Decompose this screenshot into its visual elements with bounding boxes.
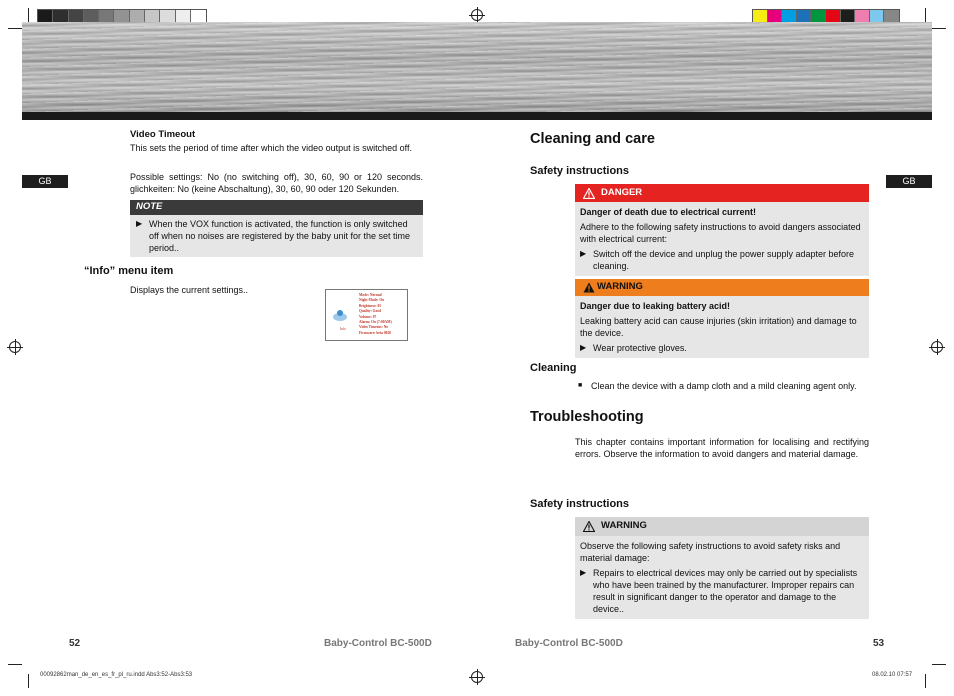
info-menu-title: “Info” menu item (84, 265, 174, 277)
troubleshooting-text: This chapter contains important information for localising and rectifying errors. Observe the information to avoid dangers and material damage. (575, 437, 869, 459)
warning-bullet (580, 342, 864, 354)
info-screen-line: Night Mode: On (359, 298, 385, 303)
warning-label: WARNING (601, 520, 647, 532)
info-screen-image (325, 289, 408, 341)
bullet-arrow-icon: ▶ (580, 249, 587, 258)
note-label: NOTE (130, 200, 423, 215)
crop-mark (28, 8, 29, 22)
crop-mark (8, 664, 22, 665)
registration-mark-icon (9, 341, 21, 353)
info-screen-label: Info (340, 327, 346, 331)
warning-text: Observe the following safety instructions to avoid safety risks and material damage: (580, 541, 841, 563)
warning-bullet-text: Repairs to electrical devices may only be carried out by specialists who have been trained by the manufacturer. Improper repairs can result in significant danger to the operator and damage to the device.. (593, 568, 858, 614)
danger-text: Adhere to the following safety instructions to avoid dangers associated with electrical current: (580, 222, 861, 244)
bullet-arrow-icon: ▶ (580, 568, 587, 577)
registration-mark-icon (471, 671, 483, 683)
info-menu-text: Displays the current settings.. (130, 285, 249, 295)
warning-triangle-icon (583, 188, 595, 199)
language-tab-right: GB (886, 175, 932, 188)
info-screen-line: Alarm: On (7:00AM) (359, 320, 392, 325)
warning-box-repairs (575, 517, 869, 619)
warning-body (575, 296, 869, 358)
info-screen-line: Quality: Good (359, 309, 382, 314)
right-footer-title: Baby-Control BC-500D (515, 638, 623, 649)
info-screen-line: Video Timeout: No (359, 325, 389, 330)
warning-bullet (580, 567, 864, 615)
right-page-number: 53 (873, 638, 885, 649)
warning-bullet-text: Wear protective gloves. (593, 343, 687, 353)
info-screen-line: Firmware: beta 0020 (359, 330, 392, 335)
crop-mark (925, 8, 926, 22)
bullet-arrow-icon: ▶ (136, 219, 143, 228)
warning-lead: Danger due to leaking battery acid! (580, 301, 731, 311)
note-bullet-text: When the VOX function is activated, the function is only switched off when no noises are registered by the baby unit for the set time period.. (149, 219, 410, 253)
square-bullet-icon: ■ (578, 382, 583, 389)
danger-body (575, 202, 869, 276)
note-body (130, 215, 423, 257)
cleaning-heading: Cleaning (530, 362, 577, 374)
bullet-arrow-icon: ▶ (580, 343, 587, 352)
troubleshooting-title: Troubleshooting (530, 409, 644, 425)
video-timeout-paragraph-2: Possible settings: No (no switching off), 30, 60, 90 or 120 seconds. glichkeiten: No (keine Abschaltung), 30, 60, 90 oder 120 Sekunden. (130, 172, 423, 194)
left-footer-title: Baby-Control BC-500D (324, 638, 432, 649)
left-page-number: 52 (69, 638, 81, 649)
video-timeout-title: Video Timeout (130, 129, 196, 140)
danger-box (575, 184, 869, 276)
print-slug-date: 08.02.10 07:57 (872, 672, 913, 678)
danger-bullet (580, 248, 864, 272)
danger-label: DANGER (601, 186, 643, 198)
crop-mark (925, 674, 926, 688)
video-timeout-paragraph-1: This sets the period of time after which the video output is switched off. (130, 143, 412, 153)
baby-unit-logo-icon (332, 308, 348, 322)
danger-header (575, 184, 869, 202)
info-screen-line: Brightness: 05 (359, 303, 382, 308)
danger-bullet-text: Switch off the device and unplug the power supply adapter before cleaning. (593, 249, 855, 271)
safety-instructions-heading-2: Safety instructions (530, 498, 630, 510)
registration-mark-icon (471, 9, 483, 21)
crop-mark (932, 664, 946, 665)
print-slug-file: 00092862man_de_en_es_fr_pl_ru.indd Abs3:52-Abs3:53 (40, 672, 193, 678)
language-tab-left: GB (22, 175, 68, 188)
safety-instructions-heading-1: Safety instructions (530, 165, 630, 177)
cleaning-bullet-text: Clean the device with a damp cloth and a mild cleaning agent only. (591, 381, 857, 391)
note-bullet (136, 218, 417, 254)
registration-mark-icon (931, 341, 943, 353)
warning-text: Leaking battery acid can cause injuries (skin irritation) and damage to the device. (580, 316, 857, 338)
info-screen-line: Volume: 07 (359, 314, 377, 319)
header-bar (22, 112, 932, 120)
crop-mark (28, 674, 29, 688)
cleaning-and-care-title: Cleaning and care (530, 131, 655, 147)
warning-triangle-icon (583, 282, 595, 293)
cleaning-bullet (578, 380, 869, 392)
note-box (130, 200, 423, 257)
header-banner (22, 22, 932, 112)
crop-mark (932, 28, 946, 29)
warning-triangle-icon (583, 521, 595, 532)
warning-header (575, 279, 869, 296)
info-screen-line: Mode: Normal (359, 293, 382, 297)
warning-body (575, 536, 869, 619)
warning-box-battery (575, 279, 869, 358)
info-screen-lines (359, 293, 392, 336)
danger-lead: Danger of death due to electrical current! (580, 207, 757, 217)
crop-mark (8, 28, 22, 29)
warning-header (575, 517, 869, 536)
warning-label: WARNING (597, 281, 643, 293)
